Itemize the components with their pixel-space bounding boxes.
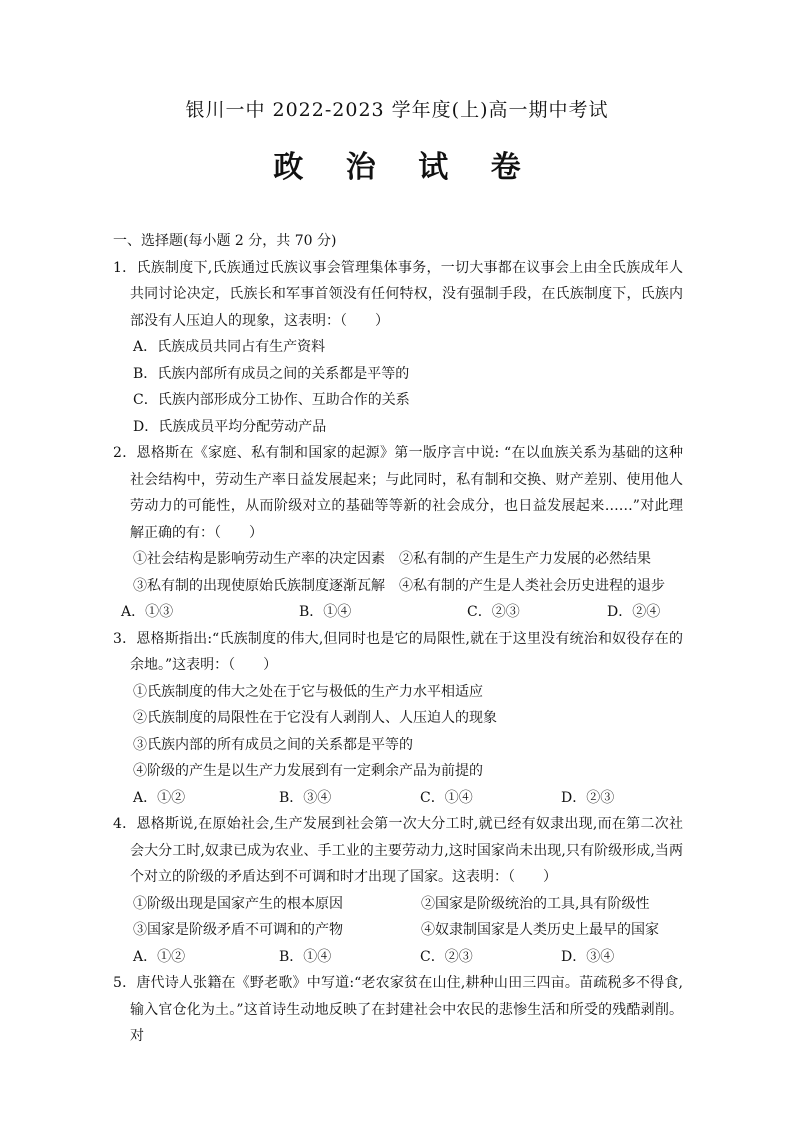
question-4-statements-row-2 xyxy=(113,917,683,944)
question-4-choices xyxy=(113,944,683,971)
question-5 xyxy=(113,970,683,1050)
question-4-statement-4: ④奴隶制国家是人类历史上最早的国家 xyxy=(421,922,659,938)
question-2-choice-b: B．①④ xyxy=(299,604,352,620)
exam-title: 银川一中 2022-2023 学年度(上)高一期中考试 xyxy=(185,99,609,121)
question-1 xyxy=(113,255,683,441)
question-4-choice-b: B．①④ xyxy=(279,948,332,965)
question-2 xyxy=(113,440,683,626)
question-2-choice-a: A．①③ xyxy=(121,604,174,620)
question-3-choice-c: C．①④ xyxy=(420,789,473,806)
question-3-choice-d: D．②③ xyxy=(561,789,615,806)
question-4-choice-c: C．②③ xyxy=(420,948,473,965)
question-3-statement-3: ③氏族内部的所有成员之间的关系都是平等的 xyxy=(133,736,413,753)
question-4-choice-d: D．③④ xyxy=(561,948,615,965)
exam-content xyxy=(113,228,683,1050)
question-2-choice-d: D．②④ xyxy=(607,604,661,620)
question-4-statements-row-1 xyxy=(113,891,683,918)
question-4-statement-2: ②国家是阶级统治的工具,具有阶级性 xyxy=(421,895,650,912)
question-2-statements-1-2: ①社会结构是影响劳动生产率的决定因素 ②私有制的产生是生产力发展的必然结果 xyxy=(133,551,651,567)
question-1-option-c: C．氏族内部形成分工协作、互助合作的关系 xyxy=(133,392,410,408)
question-3-choices xyxy=(113,785,683,812)
question-4-statement-1: ①阶级出现是国家产生的根本原因 xyxy=(133,895,343,912)
question-4-statement-3: ③国家是阶级矛盾不可调和的产物 xyxy=(133,922,343,938)
question-3-choice-a: A．①② xyxy=(133,789,186,806)
question-1-option-d: D．氏族成员平均分配劳动产品 xyxy=(133,418,327,435)
question-3-choice-b: B．③④ xyxy=(279,789,332,806)
question-3-stem: 3．恩格斯指出:“氏族制度的伟大,但同时也是它的局限性,就在于这里没有统治和奴役存在的余地。”这表明：（ ） xyxy=(113,630,683,673)
question-1-stem: 1．氏族制度下,氏族通过氏族议事会管理集体事务，一切大事都在议事会上由全氏族成年人共同讨论决定，氏族长和军事首领没有任何特权，没有强制手段，在氏族制度下，氏族内部没有人压迫人的现象，这表明：（ ） xyxy=(113,259,683,329)
question-4-stem: 4．恩格斯说,在原始社会,生产发展到社会第一次大分工时,就已经有奴隶出现,而在第二次社会大分工时,奴隶已成为农业、手工业的主要劳动力,这时国家尚未出现,只有阶级形成,当两个对立的阶级的矛盾达到不可调和时才出现了国家。这表明：（ ） xyxy=(113,816,683,885)
question-2-stem: 2．恩格斯在《家庭、私有制和国家的起源》第一版序言中说: “在以血族关系为基础的这种社会结构中，劳动生产率日益发展起来；与此同时，私有制和交换、财产差别、使用他人劳动力的可能性，从而阶级对立的基础等等新的社会成分，也日益发展起来……”对此理解正确的有：（ ） xyxy=(113,445,683,541)
exam-header xyxy=(0,96,794,188)
question-1-option-a: A．氏族成员共同占有生产资料 xyxy=(133,339,326,355)
question-2-choice-c: C．②③ xyxy=(467,604,520,620)
question-2-statements-3-4: ③私有制的出现使原始氏族制度逐渐瓦解 ④私有制的产生是人类社会历史进程的退步 xyxy=(133,577,665,594)
question-3-statement-1: ①氏族制度的伟大之处在于它与极低的生产力水平相适应 xyxy=(133,683,483,700)
question-2-choices xyxy=(113,599,683,626)
question-4 xyxy=(113,811,683,970)
question-4-choice-a: A．①② xyxy=(133,948,186,965)
question-5-stem: 5．唐代诗人张籍在《野老歌》中写道:“老农家贫在山住,耕种山田三四亩。苗疏税多不得食,输入官仓化为土。”这首诗生动地反映了在封建社会中农民的悲惨生活和所受的残酷剥削。对 xyxy=(113,975,683,1044)
question-1-option-b: B．氏族内部所有成员之间的关系都是平等的 xyxy=(133,365,410,382)
question-3-statement-2: ②氏族制度的局限性在于它没有人剥削人、人压迫人的现象 xyxy=(133,710,497,726)
question-3-statement-4: ④阶级的产生是以生产力发展到有一定剩余产品为前提的 xyxy=(133,763,483,779)
question-3 xyxy=(113,626,683,812)
section-heading: 一、选择题(每小题 2 分，共 70 分) xyxy=(113,233,337,249)
subject-title: 政 治 试 卷 xyxy=(273,150,537,185)
